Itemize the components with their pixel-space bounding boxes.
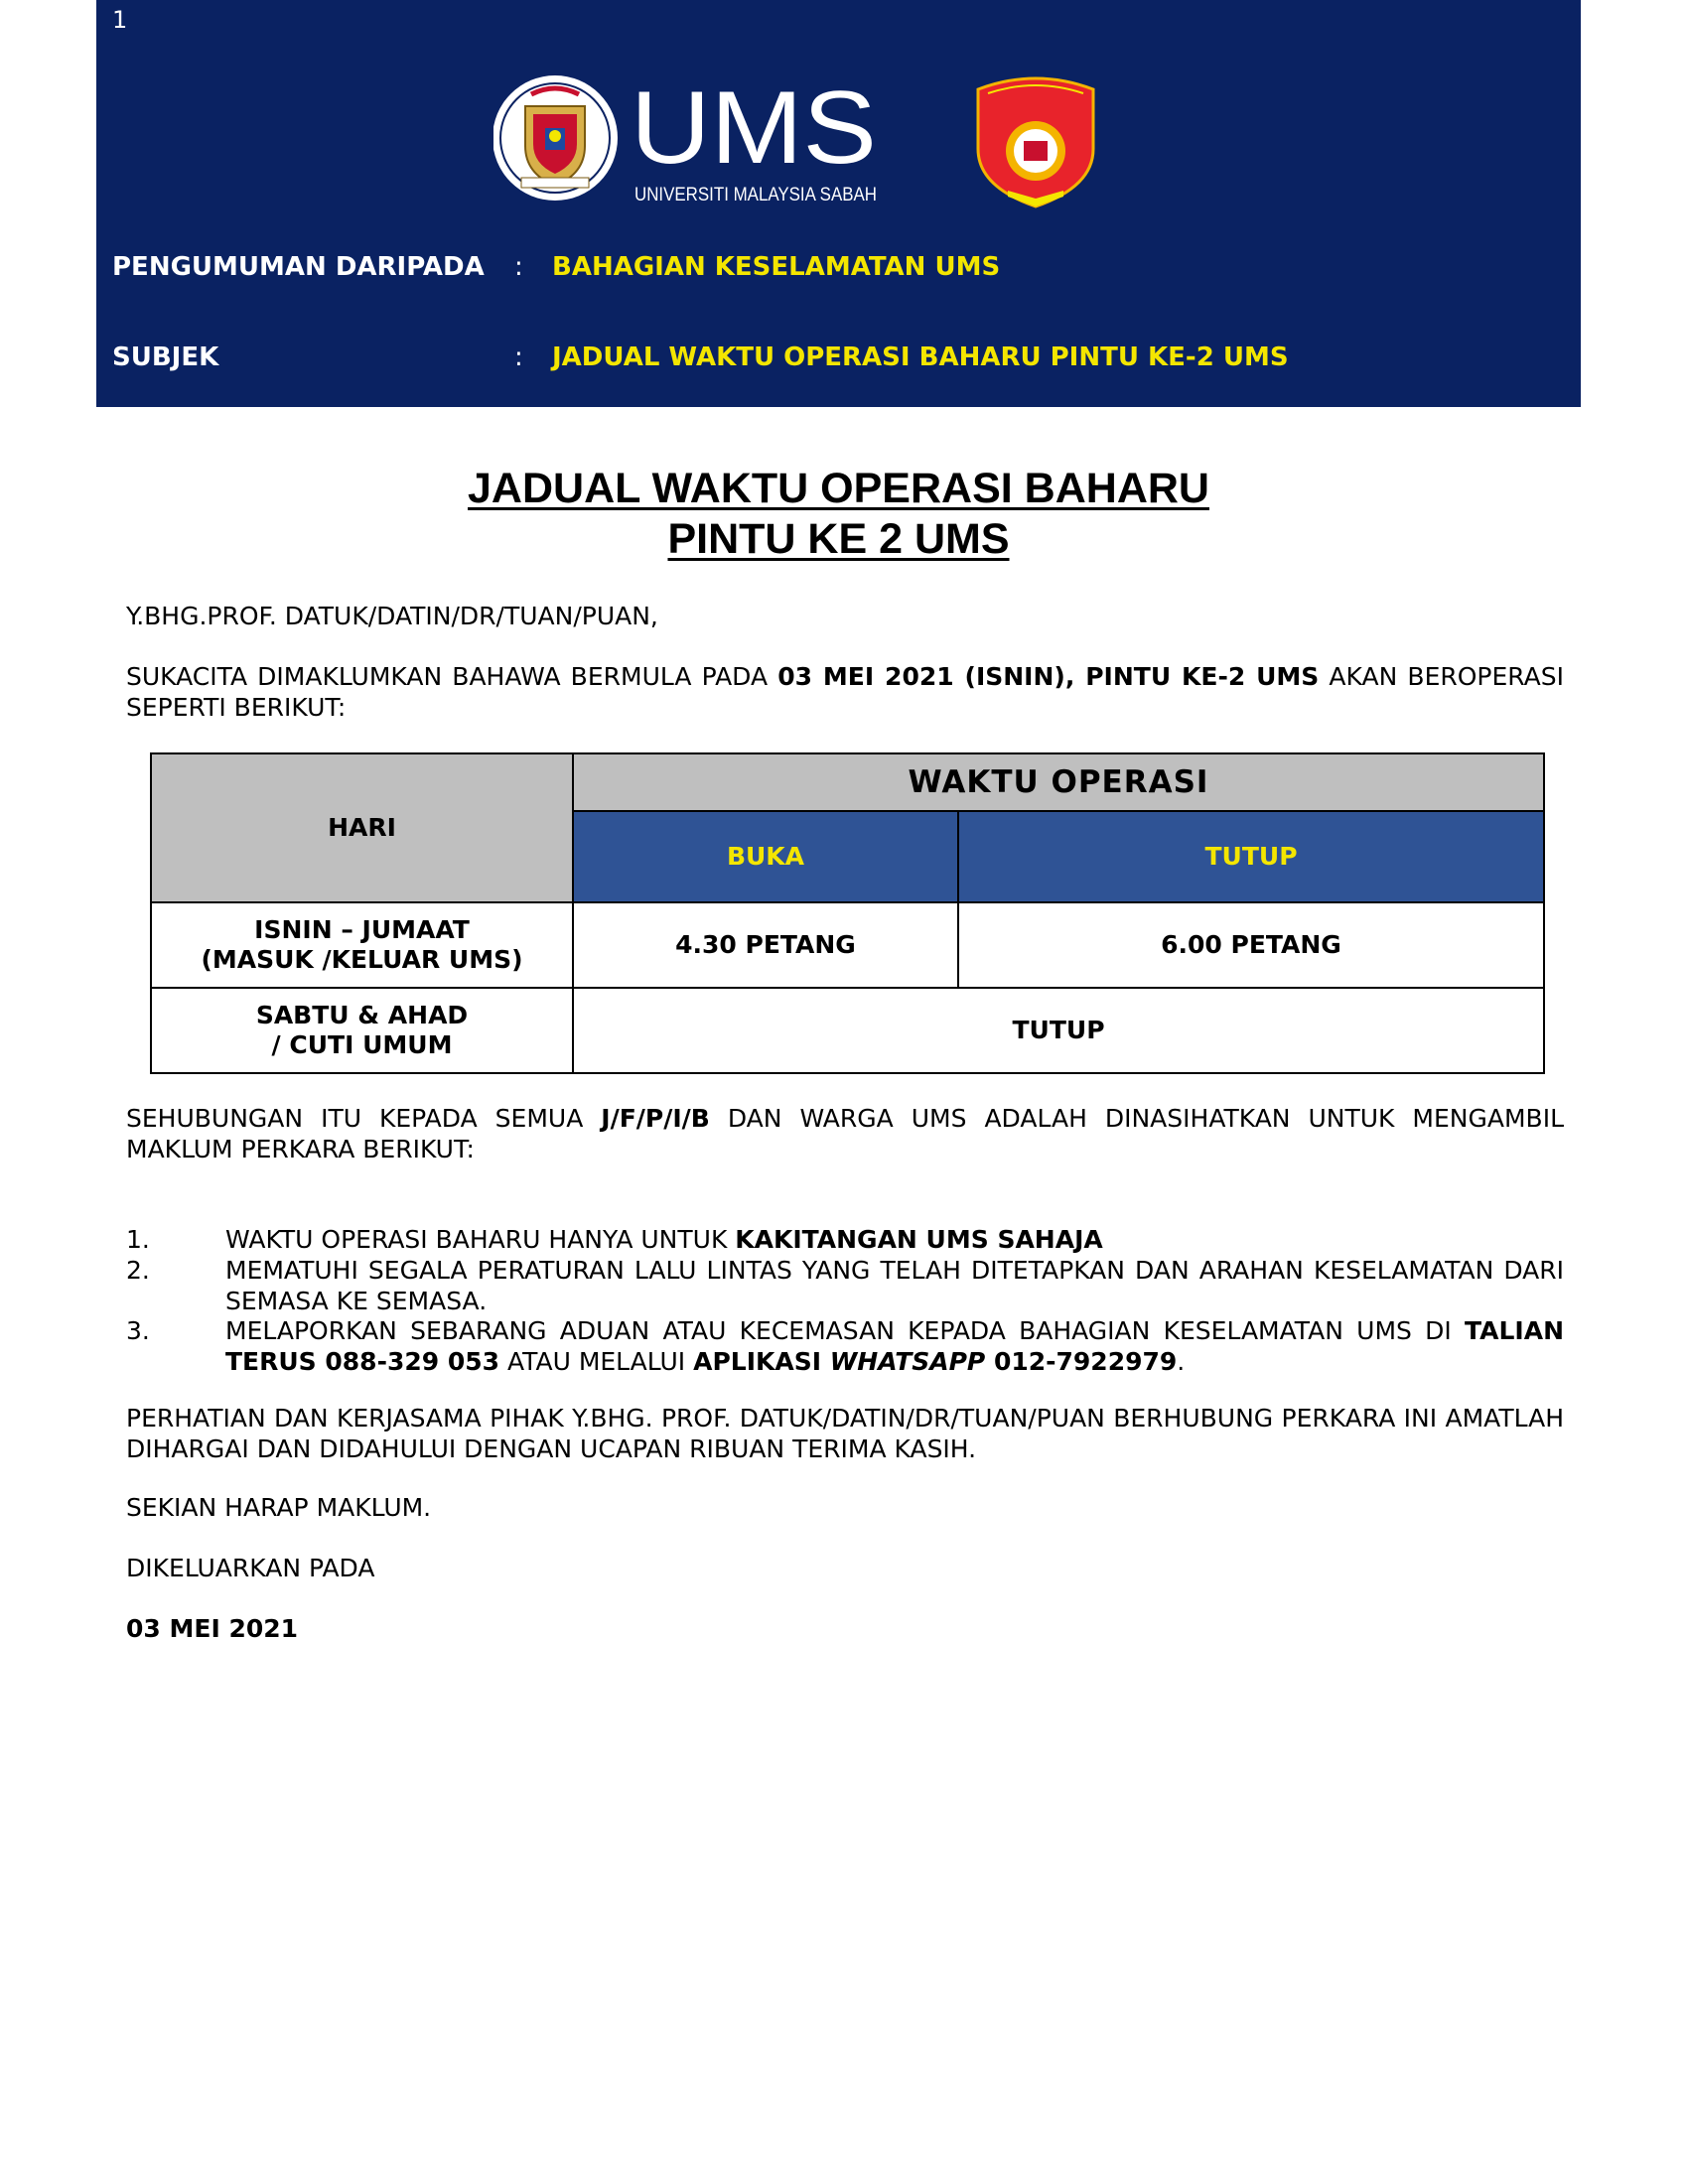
list-text-part: ATAU MELALUI	[499, 1347, 694, 1376]
list-text-bold: KAKITANGAN UMS SAHAJA	[735, 1225, 1103, 1254]
list-text-bold: 012-7922979	[985, 1347, 1178, 1376]
table-row	[151, 988, 1544, 1073]
intro-text: SUKACITA DIMAKLUMKAN BAHAWA BERMULA PADA	[126, 662, 778, 691]
from-label: PENGUMUMAN DARIPADA	[112, 252, 485, 282]
logo-group	[493, 71, 1149, 210]
buka-header: BUKA	[573, 811, 958, 902]
row1-buka: 4.30 PETANG	[573, 902, 958, 988]
waktu-operasi-header: WAKTU OPERASI	[573, 753, 1544, 811]
row2-day	[151, 988, 573, 1073]
notice-text: SEHUBUNGAN ITU KEPADA SEMUA	[126, 1104, 602, 1133]
list-number: 3.	[126, 1316, 150, 1345]
subject-label: SUBJEK	[112, 342, 219, 372]
sekian-text: SEKIAN HARAP MAKLUM.	[126, 1493, 432, 1522]
row2-day-line1: SABTU & AHAD	[255, 1001, 469, 1029]
schedule-table	[150, 752, 1545, 1074]
row2-day-line2: / CUTI UMUM	[271, 1030, 453, 1059]
notice-paragraph	[126, 1103, 1564, 1164]
closing-paragraph: PERHATIAN DAN KERJASAMA PIHAK Y.BHG. PROF. DATUK/DATIN/DR/TUAN/PUAN BERHUBUNG PERKARA INI AMATLAH DIHARGAI DAN DIDAHULUI DENGAN UCAPAN RIBUAN TERIMA KASIH.	[126, 1404, 1564, 1463]
row1-tutup: 6.00 PETANG	[958, 902, 1544, 988]
page-title-line2: PINTU KE 2 UMS	[667, 515, 1010, 563]
from-value: BAHAGIAN KESELAMATAN UMS	[552, 252, 1001, 282]
row2-status: TUTUP	[573, 988, 1544, 1073]
row1-day-line2: (MASUK /KELUAR UMS)	[201, 945, 523, 974]
intro-text-end: AKAN BEROPERASI SEPERTI BERIKUT:	[126, 662, 1564, 722]
hari-header: HARI	[151, 753, 573, 902]
notice-emphasis: J/F/P/I/B	[601, 1104, 710, 1133]
ums-wordmark: UMS	[631, 71, 877, 186]
header-band	[96, 0, 1581, 407]
list-text-bold-italic: WHATSAPP	[829, 1347, 986, 1376]
list-text: MEMATUHI SEGALA PERATURAN LALU LINTAS YANG TELAH DITETAPKAN DAN ARAHAN KESELAMATAN DARI SEMASA KE SEMASA.	[225, 1256, 1564, 1315]
row1-day-line1: ISNIN – JUMAAT	[254, 915, 470, 944]
list-text	[225, 1224, 1564, 1255]
from-colon: :	[514, 252, 523, 282]
subject-value: JADUAL WAKTU OPERASI BAHARU PINTU KE-2 UMS	[552, 342, 1289, 372]
list-text-part: .	[1177, 1347, 1186, 1376]
page-number: 1	[112, 6, 128, 34]
notice-text-end: DAN WARGA UMS ADALAH DINASIHATKAN UNTUK MENGAMBIL MAKLUM PERKARA BERIKUT:	[126, 1104, 1564, 1163]
salutation: Y.BHG.PROF. DATUK/DATIN/DR/TUAN/PUAN,	[126, 602, 658, 630]
intro-emphasis: 03 MEI 2021 (ISNIN), PINTU KE-2 UMS	[777, 662, 1320, 691]
list-text-part: MELAPORKAN SEBARANG ADUAN ATAU KECEMASAN KEPADA BAHAGIAN KESELAMATAN UMS DI	[225, 1316, 1466, 1345]
page-title-line1: JADUAL WAKTU OPERASI BAHARU	[468, 465, 1209, 512]
ums-tagline: UNIVERSITI MALAYSIA SABAH	[634, 185, 877, 205]
issued-label: DIKELUARKAN PADA	[126, 1554, 375, 1582]
list-number: 2.	[126, 1256, 150, 1285]
list-text-part: WAKTU OPERASI BAHARU HANYA UNTUK	[225, 1225, 736, 1254]
from-row	[112, 252, 1001, 282]
table-row	[151, 902, 1544, 988]
auxiliary-police-badge-icon	[978, 78, 1093, 206]
row1-day	[151, 902, 573, 988]
tutup-header: TUTUP	[958, 811, 1544, 902]
issued-date: 03 MEI 2021	[126, 1614, 299, 1643]
list-number: 1.	[126, 1225, 150, 1254]
list-text-bold: TALIAN TERUS 088-329 053	[225, 1316, 1564, 1376]
university-crest-icon	[493, 75, 618, 201]
intro-paragraph	[126, 661, 1564, 723]
subject-colon: :	[514, 342, 523, 372]
list-text	[225, 1315, 1564, 1377]
subject-row	[112, 342, 1289, 372]
list-text-bold: APLIKASI	[693, 1347, 830, 1376]
